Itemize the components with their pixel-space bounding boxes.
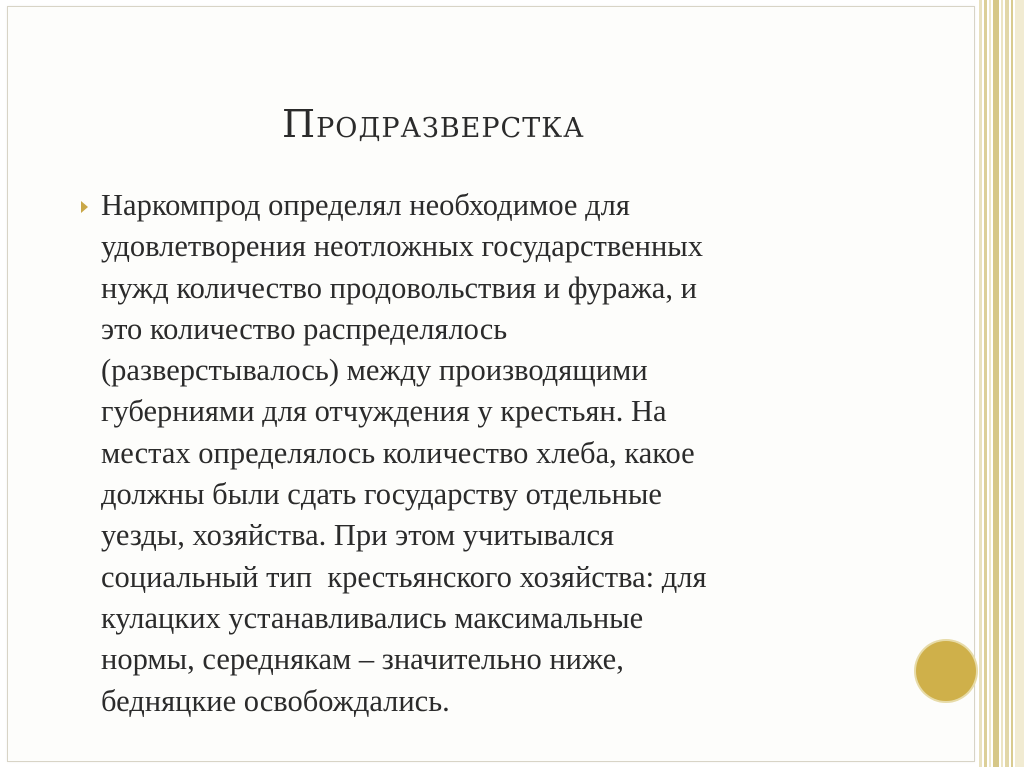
slide-title: Продразверстка: [282, 102, 585, 146]
body-line: социальный тип крестьянского хозяйства: для: [101, 559, 707, 594]
body-line: уезды, хозяйства. При этом учитывался: [101, 518, 615, 553]
body-line: это количество распределялось: [101, 311, 508, 346]
decorative-stripes: [979, 0, 1024, 767]
slide-body-text: [101, 185, 901, 722]
body-line: нужд количество продовольствия и фуража, и: [101, 270, 697, 305]
body-line: Наркомпрод определял необходимое для: [101, 188, 630, 222]
body-line: кулацких устанавливались максимальные: [101, 600, 644, 635]
arrow-right-icon: [81, 201, 88, 213]
body-line: бедняцкие освобождались.: [101, 683, 450, 718]
body-line: (разверстывалось) между производящими: [101, 353, 648, 388]
body-line: должны были сдать государству отдельные: [101, 477, 662, 512]
body-line: губерниями для отчуждения у крестьян. На: [101, 394, 667, 429]
decorative-circle: [916, 641, 976, 701]
body-line: нормы, середнякам – значительно ниже,: [101, 642, 624, 677]
body-line: удовлетворения неотложных государственных: [101, 229, 704, 264]
body-line: местах определялось количество хлеба, какое: [101, 435, 695, 470]
